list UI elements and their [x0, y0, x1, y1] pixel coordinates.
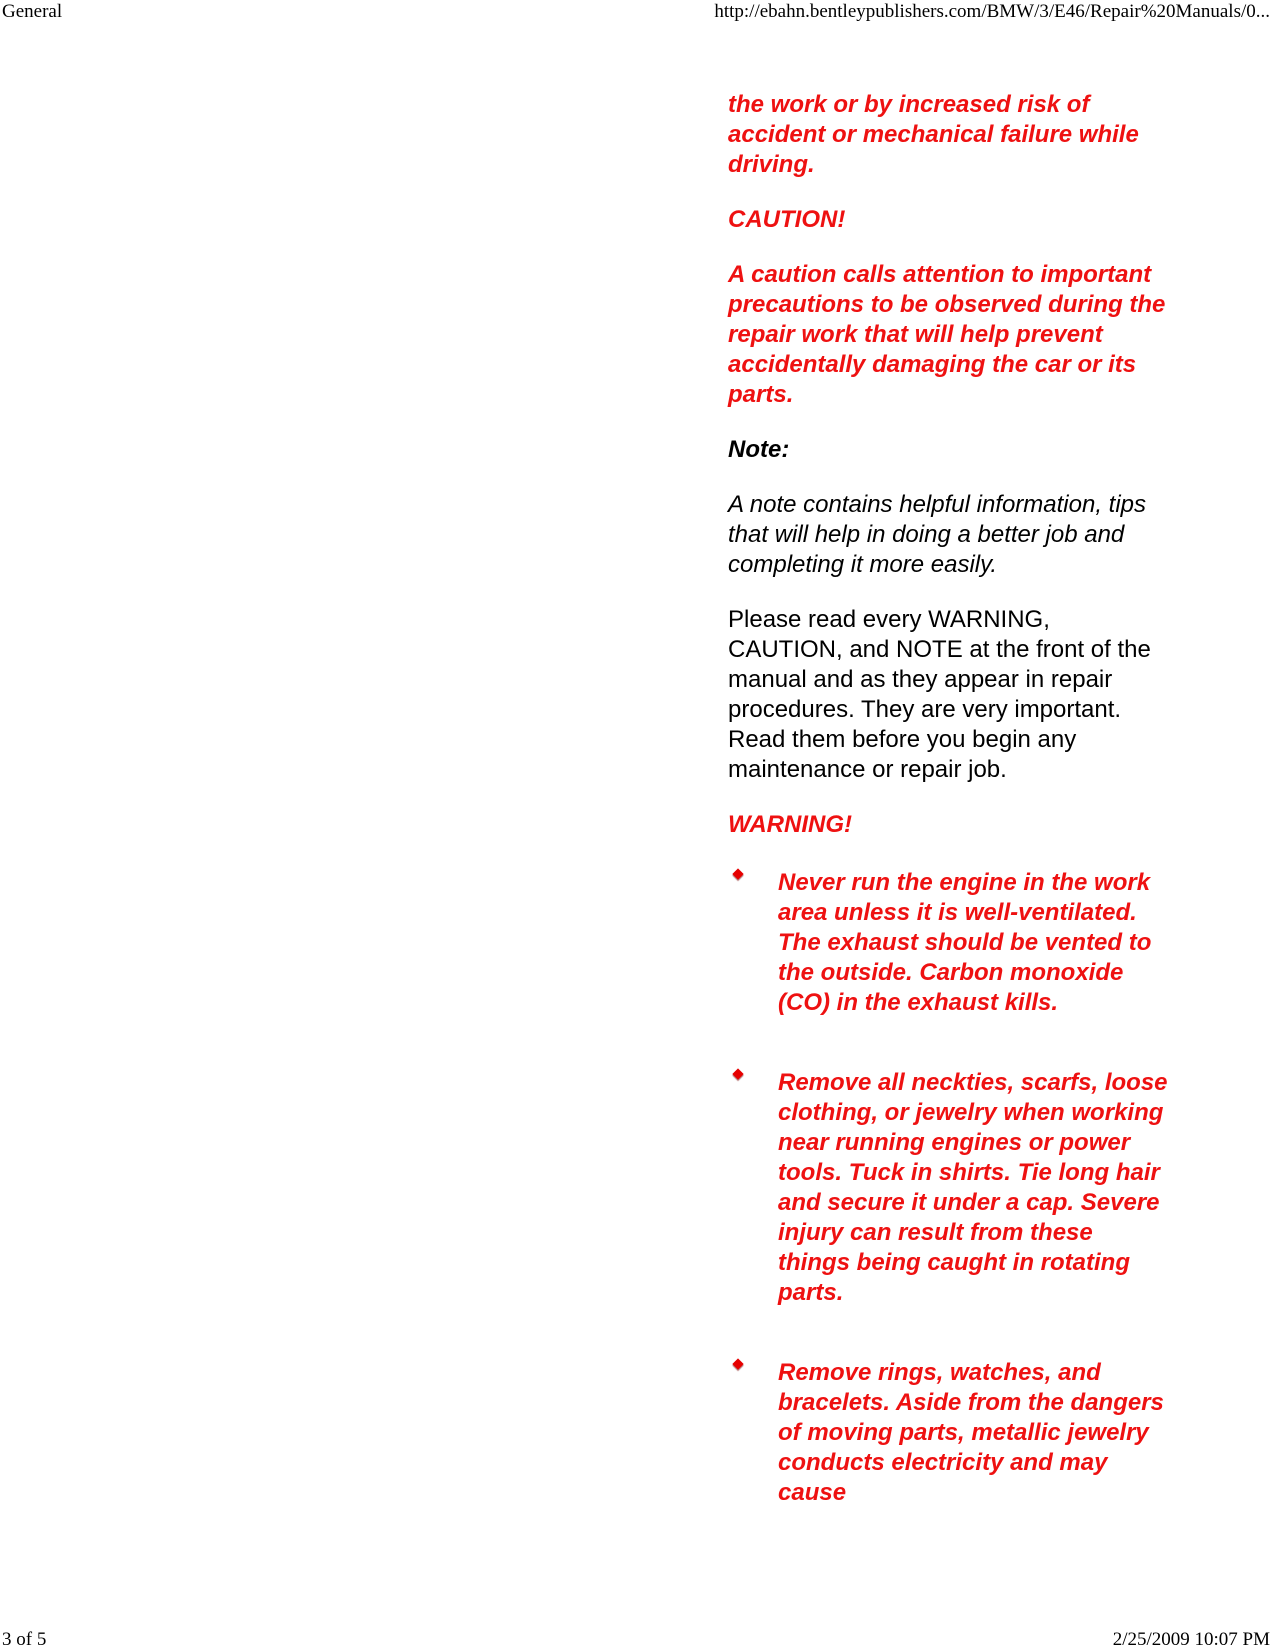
warning-list	[728, 868, 1168, 1508]
list-item	[728, 1358, 1168, 1508]
red-diamond-bullet-icon	[732, 1358, 743, 1369]
read-every-paragraph: Please read every WARNING, CAUTION, and NOTE at the front of the manual and as they appear in repair procedures. They are very important. Read them before you begin any maintenance or repair job.	[728, 606, 1151, 783]
caution-text: A caution calls attention to important precautions to be observed during the repair work that will help prevent accidentally damaging the car or its parts.	[728, 261, 1166, 408]
document-body	[728, 90, 1168, 1558]
red-diamond-bullet-icon	[732, 1068, 743, 1079]
page-url: http://ebahn.bentleypublishers.com/BMW/3/E46/Repair%20Manuals/0...	[714, 1, 1270, 22]
red-diamond-bullet-icon	[732, 868, 743, 879]
warning-item-text: Remove all neckties, scarfs, loose clothing, or jewelry when working near running engines or power tools. Tuck in shirts. Tie long hair and secure it under a cap. Severe injury can result from these things being caught in rotating parts.	[778, 1069, 1168, 1306]
warning-item-text: Remove rings, watches, and bracelets. Aside from the dangers of moving parts, metallic jewelry conducts electricity and may cause	[778, 1359, 1164, 1506]
page-title: General	[2, 1, 63, 22]
warning-continuation-text: the work or by increased risk of accident or mechanical failure while driving.	[728, 91, 1139, 178]
list-item	[728, 868, 1168, 1018]
note-heading: Note:	[728, 436, 790, 463]
warning-item-text: Never run the engine in the work area unless it is well-ventilated. The exhaust should be vented to the outside. Carbon monoxide (CO) in the exhaust kills.	[778, 869, 1152, 1016]
list-item	[728, 1068, 1168, 1308]
warning-heading: WARNING!	[728, 811, 852, 838]
print-datetime: 2/25/2009 10:07 PM	[1112, 1629, 1270, 1650]
page-number: 3 of 5	[2, 1629, 47, 1650]
caution-heading: CAUTION!	[728, 206, 846, 233]
note-text: A note contains helpful information, tips that will help in doing a better job and completing it more easily.	[728, 491, 1147, 578]
